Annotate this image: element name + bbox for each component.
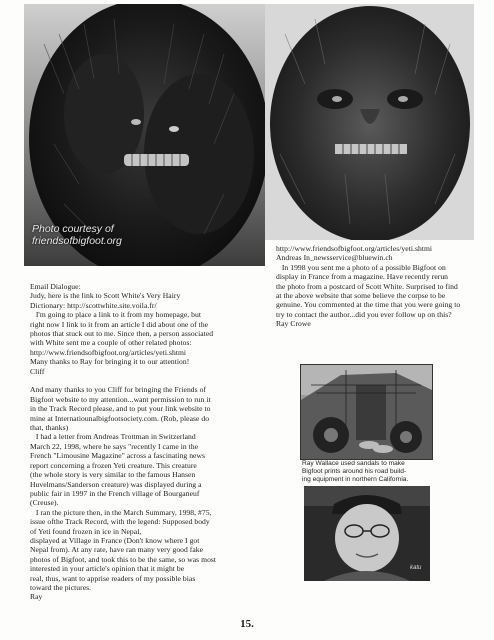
wallace-sandals-photo [300,364,433,460]
left-article-line: that, thanks) [30,423,69,433]
left-article-line: Nepal from). At any rate, have ran many very good fake [30,545,204,555]
left-article-line: mine at Internatiounalbigfootsociety.com. (Rob, please do [30,413,210,423]
wallace-caption-line: Ray Wallace used sandals to make [302,460,405,467]
left-article-line: toward the pictures. [30,582,92,592]
katu-badge: katu [410,565,422,571]
left-article [30,282,266,602]
left-article-line: with White sent me a couple of other related photos: [30,338,192,348]
left-article-line: photos of Bigfoot, and took this to be the same, so was most [30,554,217,564]
left-article-line: I had a letter from Andreas Trottman in Switzerland [30,432,196,442]
right-article-line: Andreas In_newsservice@bluewin.ch [276,253,393,263]
left-article-line: of Yeti found frozen in ice in Nepal, [30,526,142,536]
left-article-line: Dictionary: http://scottwhite.site.voila.fr/ [30,300,157,310]
left-article-line: Email Dialogue: [30,282,81,291]
wallace-photo-caption [302,460,432,484]
left-article-line: Many thanks to Ray for bringing it to our attention! [30,357,190,367]
photo-credit [32,223,122,247]
right-article-line: the photo from a postcard of Scott White. Surprised to find [276,281,458,291]
left-article-line: March 22, 1998, where he says "recently I came in the [30,441,199,451]
right-article-line: at the above website that some believe the corpse to be [276,291,446,301]
left-article-line: issue ofthe Track Record, with the legend: Supposed body [30,517,210,527]
wallace-caption-line: ing equipment in northern California. [302,476,409,483]
left-article-line: right now I link to it from an article I did about one of the [30,319,209,329]
right-article-line: http://www.friendsofbigfoot.org/articles/yeti.shtmi [276,244,433,253]
left-article-line: (the whole story is very similar to the famous Hansen [30,470,196,480]
left-article-line: report concerning a frozen Yeti creature. This creature [30,460,197,470]
right-article-line: genuine. You commented at the time that you were going to [276,300,461,310]
right-article-line: try to contact the author...did you ever follow up on this? [276,309,452,319]
photo-credit-line-2: friendsofbigfoot.org [32,235,122,247]
left-article-line: in the Track Record please, and to put your link website to [30,404,211,414]
left-article-spacer [30,376,266,385]
right-article-line: Ray Crowe [276,319,311,329]
left-article-line: Bigfoot website to my attention...want permission to run it [30,394,211,404]
left-article-line: photos that stuck out to me. Since then, a person associated [30,329,214,339]
left-article-line: French "Limousine Magazine" across a fascinating news [30,451,206,461]
right-article-line: In 1998 you sent me a photo of a possible Bigfoot on [276,262,446,272]
left-article-line: Cliff [30,366,45,376]
yeti-photo-right [265,4,474,240]
left-article-line: Judy, here is the link to Scott White's Very Hairy [30,291,181,301]
left-article-line: interested in your article's opinion that it might be [30,564,185,574]
page-number: 15. [240,618,254,630]
left-article-line: Huvelmans/Sanderson creature) was displayed during a [30,479,202,489]
left-article-line: Ray [30,592,43,602]
wallace-caption-line: Bigfoot prints around his road build- [302,468,407,475]
left-article-line: real, thus, want to apprise readers of my possible bias [30,573,196,583]
left-article-line: displayed at Village in France (Don't know where I got [30,535,200,545]
right-article [276,244,486,329]
left-article-line: http://www.friendsofbigfoot.org/articles/yeti.shtmi [30,347,187,357]
left-article-line: public fair in 1997 in the French village of Bourganeuf [30,488,200,498]
left-article-line: I ran the picture then, in the March Summary, 1998, #75, [30,507,212,517]
photo-credit-line-1: Photo courtesy of [32,223,114,235]
left-article-line: And many thanks to you Cliff for bringing the Friends of [30,385,207,395]
left-article-line: (Creuse). [30,498,59,508]
right-article-line: display in France from a magazine. Have recently rerun [276,272,449,282]
left-article-line: I'm going to place a link to it from my homepage, but [30,310,201,320]
